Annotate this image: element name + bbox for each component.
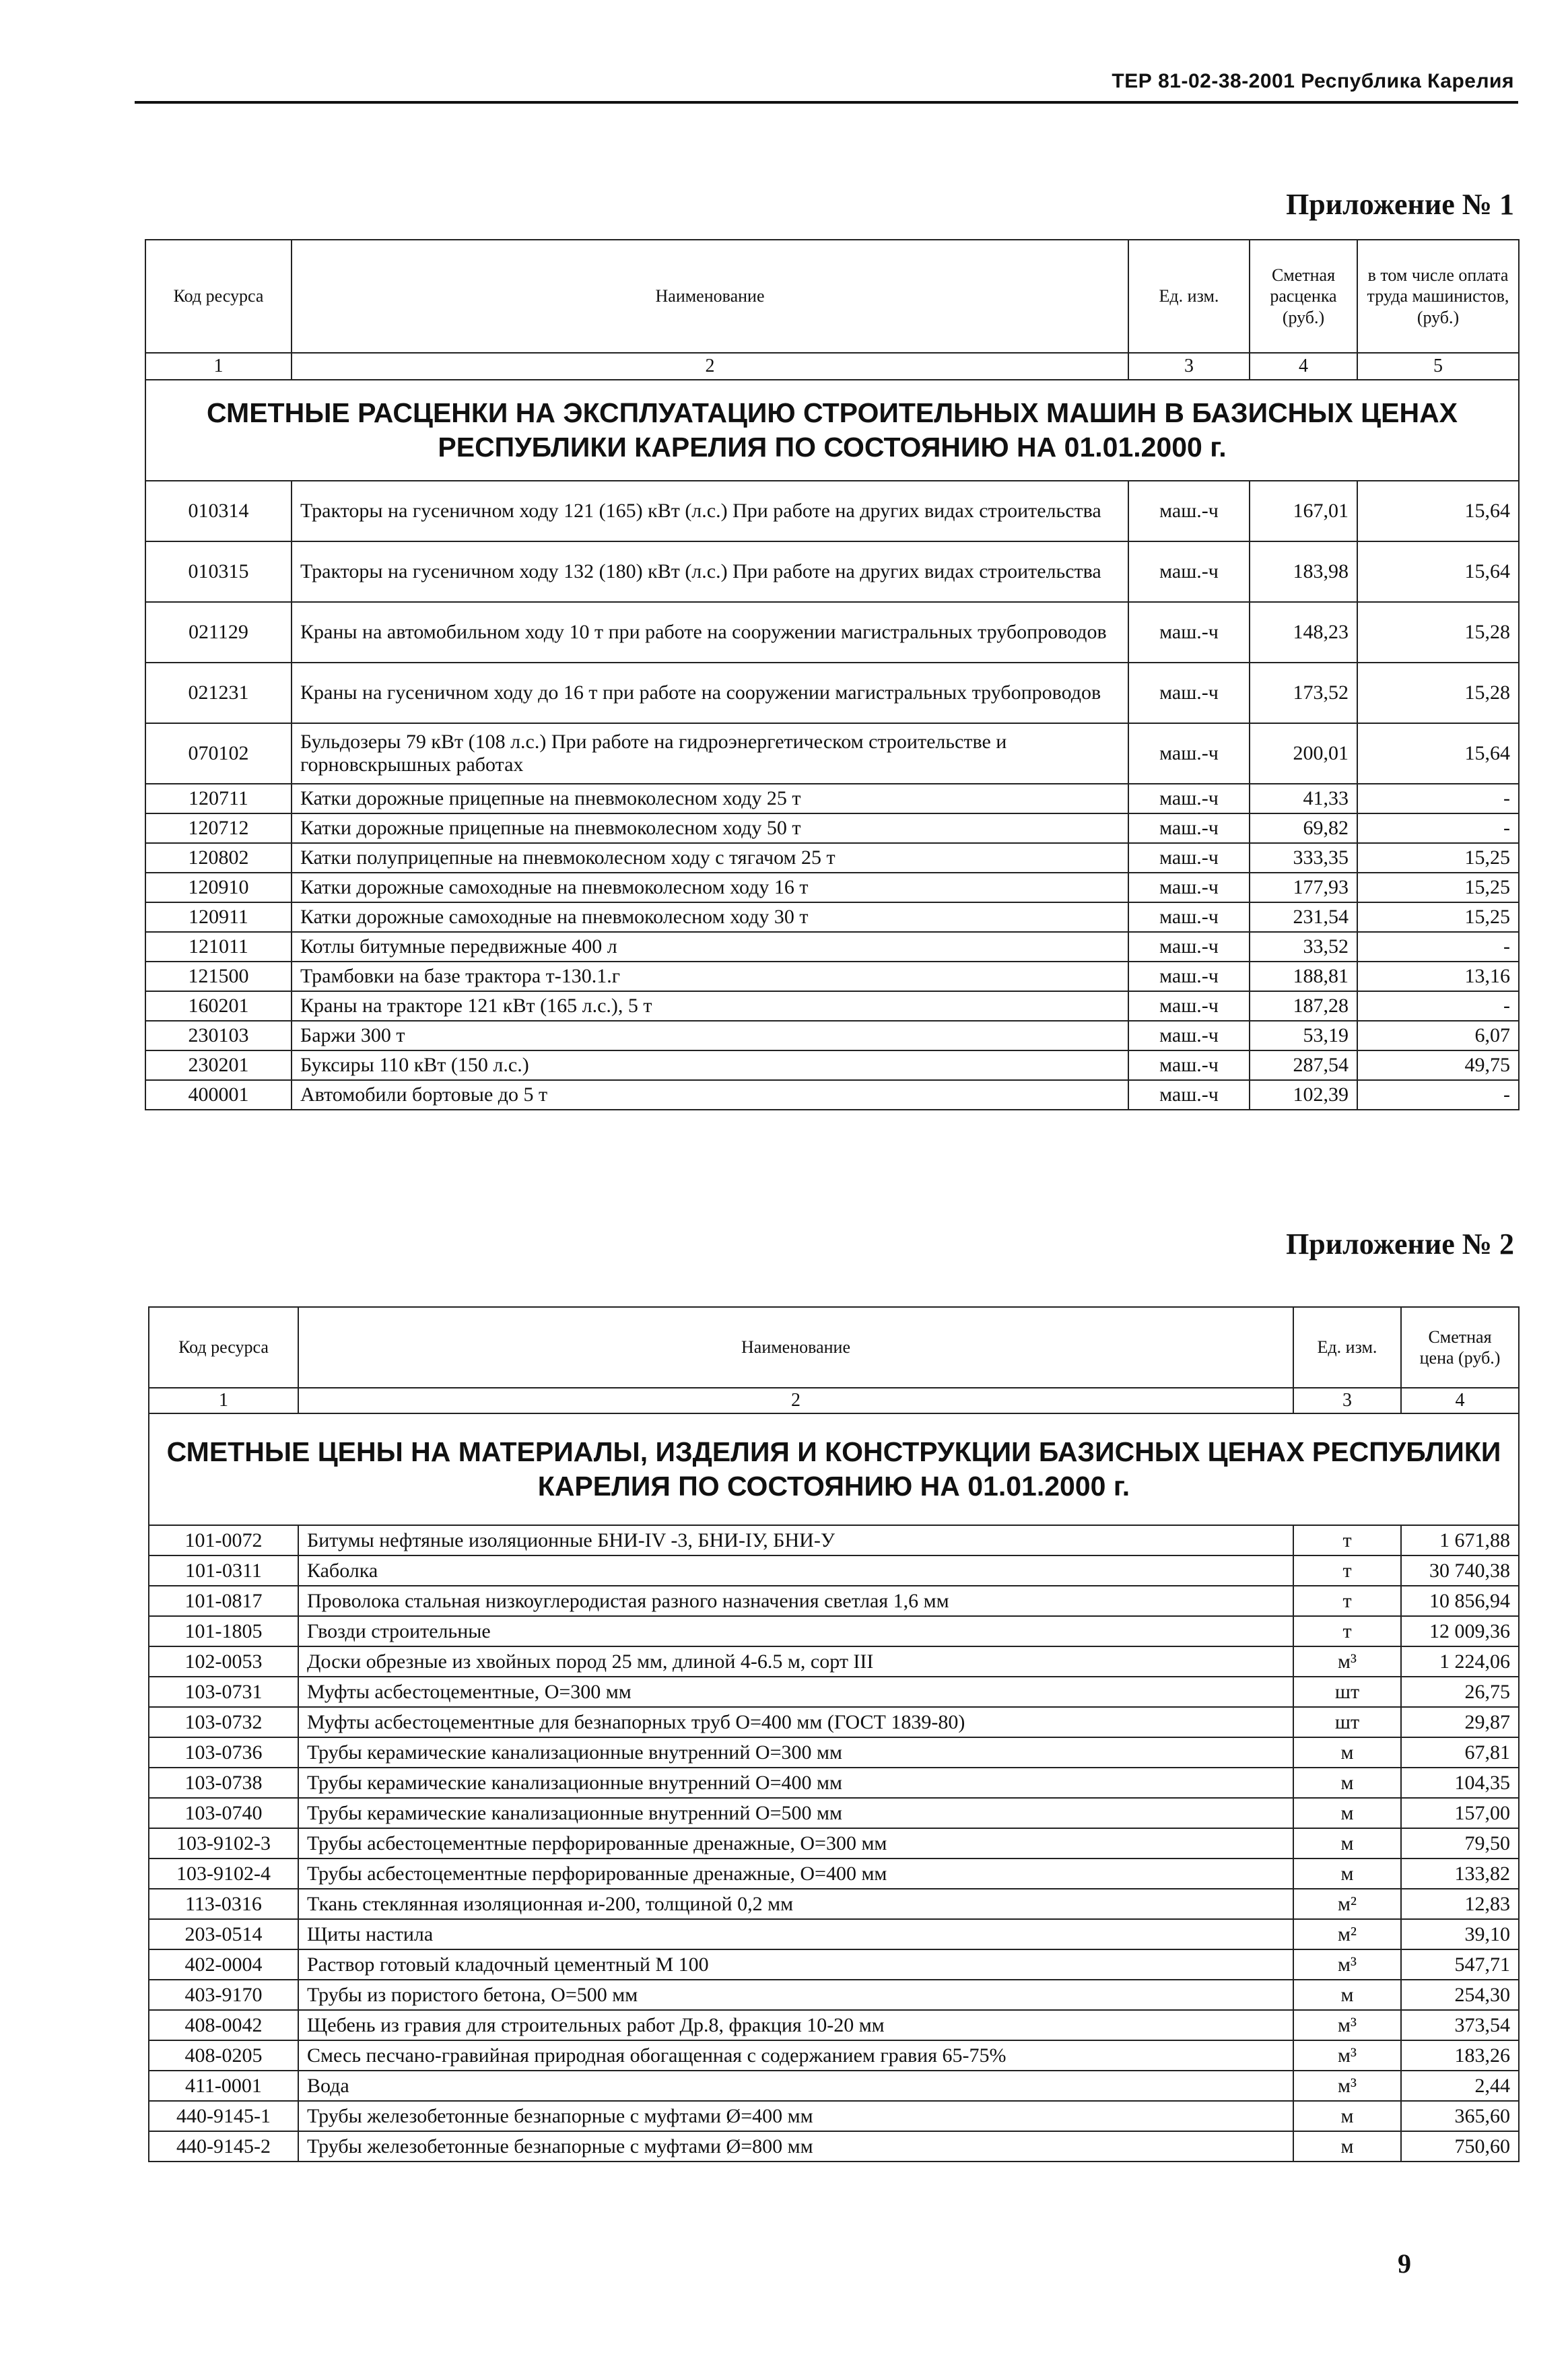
cell-labor: - xyxy=(1357,1080,1519,1110)
cell-price: 157,00 xyxy=(1401,1798,1519,1828)
table-row xyxy=(145,902,1519,932)
table-row xyxy=(145,843,1519,873)
cell-unit: маш.-ч xyxy=(1128,602,1250,663)
cell-price: 33,52 xyxy=(1250,932,1357,962)
cell-price: 30 740,38 xyxy=(1401,1555,1519,1586)
table-row xyxy=(149,1555,1519,1586)
section-title-row xyxy=(149,1413,1519,1525)
table-row xyxy=(149,1586,1519,1616)
cell-code: 103-0740 xyxy=(149,1798,298,1828)
column-header: Сметная расценка (руб.) xyxy=(1250,240,1357,353)
cell-code: 120910 xyxy=(145,873,292,902)
cell-unit: т xyxy=(1293,1586,1401,1616)
table-row xyxy=(145,663,1519,723)
cell-code: 203-0514 xyxy=(149,1919,298,1949)
table-row xyxy=(149,1707,1519,1737)
cell-price: 148,23 xyxy=(1250,602,1357,663)
cell-code: 101-1805 xyxy=(149,1616,298,1646)
cell-name: Трубы из пористого бетона, О=500 мм xyxy=(298,1980,1293,2010)
cell-labor: 15,25 xyxy=(1357,902,1519,932)
cell-code: 440-9145-2 xyxy=(149,2131,298,2162)
cell-price: 53,19 xyxy=(1250,1021,1357,1050)
cell-code: 230201 xyxy=(145,1050,292,1080)
cell-code: 408-0042 xyxy=(149,2010,298,2040)
cell-price: 29,87 xyxy=(1401,1707,1519,1737)
section-title: СМЕТНЫЕ РАСЦЕНКИ НА ЭКСПЛУАТАЦИЮ СТРОИТЕЛЬНЫХ МАШИН В БАЗИСНЫХ ЦЕНАХ РЕСПУБЛИКИ КАРЕЛИЯ ПО СОСТОЯНИЮ НА 01.01.2000 г. xyxy=(145,380,1519,481)
cell-price: 547,71 xyxy=(1401,1949,1519,1980)
cell-unit: маш.-ч xyxy=(1128,902,1250,932)
column-number: 3 xyxy=(1293,1388,1401,1413)
cell-name: Трамбовки на базе трактора т-130.1.г xyxy=(292,962,1128,991)
cell-code: 411-0001 xyxy=(149,2071,298,2101)
cell-labor: 49,75 xyxy=(1357,1050,1519,1080)
cell-code: 103-9102-3 xyxy=(149,1828,298,1859)
table-row xyxy=(145,481,1519,541)
cell-price: 26,75 xyxy=(1401,1677,1519,1707)
column-number: 2 xyxy=(292,353,1128,380)
cell-name: Доски обрезные из хвойных пород 25 мм, длиной 4-6.5 м, сорт III xyxy=(298,1646,1293,1677)
cell-name: Гвозди строительные xyxy=(298,1616,1293,1646)
table-row xyxy=(149,1859,1519,1889)
table-row xyxy=(145,1050,1519,1080)
cell-unit: маш.-ч xyxy=(1128,991,1250,1021)
cell-price: 79,50 xyxy=(1401,1828,1519,1859)
cell-price: 10 856,94 xyxy=(1401,1586,1519,1616)
cell-name: Щиты настила xyxy=(298,1919,1293,1949)
table-row xyxy=(145,602,1519,663)
cell-price: 133,82 xyxy=(1401,1859,1519,1889)
cell-code: 120712 xyxy=(145,813,292,843)
cell-price: 183,26 xyxy=(1401,2040,1519,2071)
cell-name: Краны на автомобильном ходу 10 т при работе на сооружении магистральных трубопроводов xyxy=(292,602,1128,663)
cell-name: Каболка xyxy=(298,1555,1293,1586)
cell-price: 2,44 xyxy=(1401,2071,1519,2101)
cell-labor: 6,07 xyxy=(1357,1021,1519,1050)
cell-name: Баржи 300 т xyxy=(292,1021,1128,1050)
cell-code: 113-0316 xyxy=(149,1889,298,1919)
table-row xyxy=(145,784,1519,813)
cell-name: Трубы железобетонные безнапорные с муфтами Ø=400 мм xyxy=(298,2101,1293,2131)
table-row xyxy=(145,932,1519,962)
cell-unit: м³ xyxy=(1293,2010,1401,2040)
column-number: 1 xyxy=(149,1388,298,1413)
cell-code: 103-9102-4 xyxy=(149,1859,298,1889)
appendix-2-title: Приложение № 2 xyxy=(1286,1228,1514,1261)
cell-name: Проволока стальная низкоуглеродистая разного назначения светлая 1,6 мм xyxy=(298,1586,1293,1616)
cell-unit: т xyxy=(1293,1525,1401,1555)
table-row xyxy=(149,1980,1519,2010)
page-number: 9 xyxy=(1398,2248,1411,2279)
cell-code: 101-0311 xyxy=(149,1555,298,1586)
cell-code: 120911 xyxy=(145,902,292,932)
cell-code: 403-9170 xyxy=(149,1980,298,2010)
cell-price: 69,82 xyxy=(1250,813,1357,843)
cell-unit: маш.-ч xyxy=(1128,813,1250,843)
cell-name: Катки дорожные прицепные на пневмоколесном ходу 50 т xyxy=(292,813,1128,843)
table-row xyxy=(145,813,1519,843)
column-number: 4 xyxy=(1250,353,1357,380)
table-row xyxy=(145,962,1519,991)
cell-name: Битумы нефтяные изоляционные БНИ-IV -3, БНИ-IУ, БНИ-У xyxy=(298,1525,1293,1555)
cell-unit: шт xyxy=(1293,1707,1401,1737)
cell-price: 167,01 xyxy=(1250,481,1357,541)
cell-labor: 15,28 xyxy=(1357,602,1519,663)
cell-labor: 15,28 xyxy=(1357,663,1519,723)
column-header: Код ресурса xyxy=(149,1307,298,1388)
table-row xyxy=(145,1080,1519,1110)
table-row xyxy=(149,2131,1519,2162)
cell-unit: м xyxy=(1293,2101,1401,2131)
table-row xyxy=(149,2040,1519,2071)
cell-unit: маш.-ч xyxy=(1128,873,1250,902)
cell-name: Краны на гусеничном ходу до 16 т при работе на сооружении магистральных трубопроводов xyxy=(292,663,1128,723)
cell-price: 373,54 xyxy=(1401,2010,1519,2040)
cell-name: Катки дорожные самоходные на пневмоколесном ходу 16 т xyxy=(292,873,1128,902)
cell-code: 010314 xyxy=(145,481,292,541)
cell-price: 1 671,88 xyxy=(1401,1525,1519,1555)
cell-price: 12 009,36 xyxy=(1401,1616,1519,1646)
cell-labor: - xyxy=(1357,932,1519,962)
column-header: Наименование xyxy=(298,1307,1293,1388)
document-code: ТЕР 81-02-38-2001 Республика Карелия xyxy=(1112,70,1514,92)
cell-unit: маш.-ч xyxy=(1128,1080,1250,1110)
cell-labor: 13,16 xyxy=(1357,962,1519,991)
table-row xyxy=(145,541,1519,602)
cell-unit: м³ xyxy=(1293,1646,1401,1677)
cell-labor: 15,64 xyxy=(1357,481,1519,541)
cell-name: Трубы керамические канализационные внутренний О=500 мм xyxy=(298,1798,1293,1828)
materials-prices-table xyxy=(148,1306,1520,2162)
cell-labor: 15,64 xyxy=(1357,723,1519,784)
cell-unit: м² xyxy=(1293,1919,1401,1949)
cell-labor: 15,25 xyxy=(1357,843,1519,873)
table-row xyxy=(145,723,1519,784)
cell-price: 177,93 xyxy=(1250,873,1357,902)
column-numbers-row xyxy=(149,1388,1519,1413)
cell-price: 67,81 xyxy=(1401,1737,1519,1768)
cell-name: Автомобили бортовые до 5 т xyxy=(292,1080,1128,1110)
column-numbers-row xyxy=(145,353,1519,380)
cell-labor: 15,25 xyxy=(1357,873,1519,902)
cell-price: 41,33 xyxy=(1250,784,1357,813)
cell-code: 440-9145-1 xyxy=(149,2101,298,2131)
cell-name: Ткань стеклянная изоляционная и-200, толщиной 0,2 мм xyxy=(298,1889,1293,1919)
cell-code: 121500 xyxy=(145,962,292,991)
cell-labor: - xyxy=(1357,784,1519,813)
cell-name: Трубы асбестоцементные перфорированные дренажные, О=300 мм xyxy=(298,1828,1293,1859)
cell-unit: м xyxy=(1293,1859,1401,1889)
column-header: Ед. изм. xyxy=(1128,240,1250,353)
cell-name: Тракторы на гусеничном ходу 121 (165) кВт (л.с.) При работе на других видах строительства xyxy=(292,481,1128,541)
cell-code: 010315 xyxy=(145,541,292,602)
table-row xyxy=(149,1737,1519,1768)
cell-code: 160201 xyxy=(145,991,292,1021)
materials-prices-body xyxy=(149,1525,1519,2162)
column-number: 1 xyxy=(145,353,292,380)
table-row xyxy=(149,1677,1519,1707)
cell-code: 102-0053 xyxy=(149,1646,298,1677)
table-row xyxy=(149,1889,1519,1919)
cell-name: Трубы керамические канализационные внутренний О=400 мм xyxy=(298,1768,1293,1798)
cell-code: 021129 xyxy=(145,602,292,663)
cell-unit: маш.-ч xyxy=(1128,932,1250,962)
table-row xyxy=(149,1646,1519,1677)
cell-unit: маш.-ч xyxy=(1128,1021,1250,1050)
cell-name: Смесь песчано-гравийная природная обогащенная с содержанием гравия 65-75% xyxy=(298,2040,1293,2071)
cell-code: 070102 xyxy=(145,723,292,784)
cell-unit: м xyxy=(1293,1828,1401,1859)
cell-labor: - xyxy=(1357,991,1519,1021)
cell-code: 120802 xyxy=(145,843,292,873)
column-header: в том числе оплата труда машинистов, (руб.) xyxy=(1357,240,1519,353)
column-header: Сметная цена (руб.) xyxy=(1401,1307,1519,1388)
cell-price: 333,35 xyxy=(1250,843,1357,873)
cell-price: 173,52 xyxy=(1250,663,1357,723)
cell-unit: м³ xyxy=(1293,2040,1401,2071)
cell-unit: шт xyxy=(1293,1677,1401,1707)
table-row xyxy=(149,1525,1519,1555)
cell-code: 101-0072 xyxy=(149,1525,298,1555)
cell-unit: маш.-ч xyxy=(1128,481,1250,541)
cell-unit: м xyxy=(1293,1737,1401,1768)
table-row xyxy=(145,873,1519,902)
cell-name: Трубы керамические канализационные внутренний О=300 мм xyxy=(298,1737,1293,1768)
table-header-row xyxy=(149,1307,1519,1388)
cell-code: 101-0817 xyxy=(149,1586,298,1616)
cell-code: 230103 xyxy=(145,1021,292,1050)
cell-name: Катки полуприцепные на пневмоколесном ходу с тягачом 25 т xyxy=(292,843,1128,873)
cell-unit: маш.-ч xyxy=(1128,1050,1250,1080)
cell-code: 120711 xyxy=(145,784,292,813)
cell-price: 104,35 xyxy=(1401,1768,1519,1798)
cell-name: Трубы железобетонные безнапорные с муфтами Ø=800 мм xyxy=(298,2131,1293,2162)
table-row xyxy=(149,1949,1519,1980)
cell-code: 103-0738 xyxy=(149,1768,298,1798)
cell-code: 408-0205 xyxy=(149,2040,298,2071)
cell-code: 103-0732 xyxy=(149,1707,298,1737)
cell-unit: маш.-ч xyxy=(1128,843,1250,873)
cell-price: 750,60 xyxy=(1401,2131,1519,2162)
table-row xyxy=(149,1798,1519,1828)
cell-name: Муфты асбестоцементные, О=300 мм xyxy=(298,1677,1293,1707)
cell-unit: м xyxy=(1293,1768,1401,1798)
table-header-row xyxy=(145,240,1519,353)
cell-unit: т xyxy=(1293,1616,1401,1646)
cell-price: 254,30 xyxy=(1401,1980,1519,2010)
cell-unit: м² xyxy=(1293,1889,1401,1919)
header-rule xyxy=(135,101,1518,104)
cell-unit: маш.-ч xyxy=(1128,663,1250,723)
cell-price: 231,54 xyxy=(1250,902,1357,932)
machines-rates-table xyxy=(145,239,1520,1110)
cell-unit: маш.-ч xyxy=(1128,784,1250,813)
column-number: 3 xyxy=(1128,353,1250,380)
cell-labor: 15,64 xyxy=(1357,541,1519,602)
cell-code: 021231 xyxy=(145,663,292,723)
cell-code: 103-0731 xyxy=(149,1677,298,1707)
table-row xyxy=(145,991,1519,1021)
cell-unit: маш.-ч xyxy=(1128,541,1250,602)
cell-name: Трубы асбестоцементные перфорированные дренажные, О=400 мм xyxy=(298,1859,1293,1889)
cell-price: 287,54 xyxy=(1250,1050,1357,1080)
cell-unit: м³ xyxy=(1293,1949,1401,1980)
table-row xyxy=(149,1616,1519,1646)
table-row xyxy=(149,2071,1519,2101)
cell-price: 39,10 xyxy=(1401,1919,1519,1949)
cell-code: 121011 xyxy=(145,932,292,962)
cell-labor: - xyxy=(1357,813,1519,843)
table-row xyxy=(149,2101,1519,2131)
cell-price: 12,83 xyxy=(1401,1889,1519,1919)
table-row xyxy=(145,1021,1519,1050)
section-title: СМЕТНЫЕ ЦЕНЫ НА МАТЕРИАЛЫ, ИЗДЕЛИЯ И КОНСТРУКЦИИ БАЗИСНЫХ ЦЕНАХ РЕСПУБЛИКИ КАРЕЛИЯ ПО СОСТОЯНИЮ НА 01.01.2000 г. xyxy=(149,1413,1519,1525)
cell-unit: маш.-ч xyxy=(1128,962,1250,991)
cell-unit: м xyxy=(1293,1798,1401,1828)
cell-code: 103-0736 xyxy=(149,1737,298,1768)
section-title-row xyxy=(145,380,1519,481)
cell-name: Краны на тракторе 121 кВт (165 л.с.), 5 т xyxy=(292,991,1128,1021)
table-row xyxy=(149,1828,1519,1859)
cell-name: Катки дорожные самоходные на пневмоколесном ходу 30 т xyxy=(292,902,1128,932)
cell-name: Раствор готовый кладочный цементный М 100 xyxy=(298,1949,1293,1980)
cell-code: 402-0004 xyxy=(149,1949,298,1980)
column-number: 5 xyxy=(1357,353,1519,380)
cell-unit: т xyxy=(1293,1555,1401,1586)
cell-code: 400001 xyxy=(145,1080,292,1110)
cell-unit: м xyxy=(1293,1980,1401,2010)
cell-name: Тракторы на гусеничном ходу 132 (180) кВт (л.с.) При работе на других видах строительства xyxy=(292,541,1128,602)
cell-name: Котлы битумные передвижные 400 л xyxy=(292,932,1128,962)
cell-price: 183,98 xyxy=(1250,541,1357,602)
cell-unit: м³ xyxy=(1293,2071,1401,2101)
cell-name: Бульдозеры 79 кВт (108 л.с.) При работе на гидроэнергетическом строительстве и горновскрышных работах xyxy=(292,723,1128,784)
table-row xyxy=(149,1768,1519,1798)
column-header: Наименование xyxy=(292,240,1128,353)
cell-price: 102,39 xyxy=(1250,1080,1357,1110)
cell-price: 1 224,06 xyxy=(1401,1646,1519,1677)
cell-unit: маш.-ч xyxy=(1128,723,1250,784)
cell-price: 188,81 xyxy=(1250,962,1357,991)
cell-price: 365,60 xyxy=(1401,2101,1519,2131)
cell-name: Вода xyxy=(298,2071,1293,2101)
cell-price: 200,01 xyxy=(1250,723,1357,784)
cell-price: 187,28 xyxy=(1250,991,1357,1021)
column-header: Ед. изм. xyxy=(1293,1307,1401,1388)
cell-name: Муфты асбестоцементные для безнапорных труб О=400 мм (ГОСТ 1839-80) xyxy=(298,1707,1293,1737)
cell-unit: м xyxy=(1293,2131,1401,2162)
column-number: 4 xyxy=(1401,1388,1519,1413)
column-header: Код ресурса xyxy=(145,240,292,353)
cell-name: Катки дорожные прицепные на пневмоколесном ходу 25 т xyxy=(292,784,1128,813)
cell-name: Буксиры 110 кВт (150 л.с.) xyxy=(292,1050,1128,1080)
table-row xyxy=(149,1919,1519,1949)
column-number: 2 xyxy=(298,1388,1293,1413)
table-row xyxy=(149,2010,1519,2040)
cell-name: Щебень из гравия для строительных работ Др.8, фракция 10-20 мм xyxy=(298,2010,1293,2040)
machines-rates-body xyxy=(145,481,1519,1110)
appendix-1-title: Приложение № 1 xyxy=(1286,188,1514,221)
